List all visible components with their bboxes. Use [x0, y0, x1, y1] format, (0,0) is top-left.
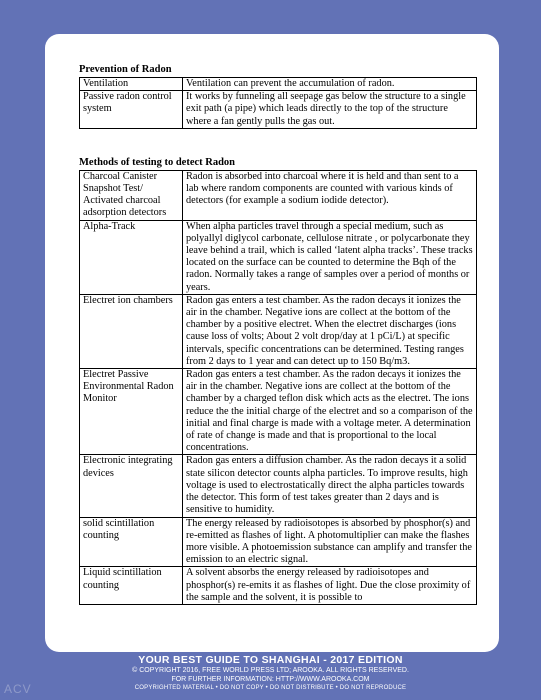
page-footer — [0, 654, 541, 692]
method-description: A solvent absorbs the energy released by radioisotopes and phosphor(s) re-emits it as flashes of light. Due the close proximity of the sample and the solvent, it is possible to — [183, 567, 477, 605]
prevention-description: Ventilation can prevent the accumulation of radon. — [183, 78, 477, 91]
methods-table — [79, 170, 477, 605]
method-term: Electret ion chambers — [80, 294, 183, 368]
footer-info: FOR FURTHER INFORMATION: HTTP://WWW.AROOKA.COM — [171, 675, 370, 683]
prevention-table — [79, 77, 477, 129]
method-term: Charcoal Canister Snapshot Test/ Activated charcoal adsorption detectors — [80, 170, 183, 220]
prevention-description: It works by funneling all seepage gas below the structure to a single exit path (a pipe) which leads directly to the top of the structure where a fan gently pulls the gas out. — [183, 91, 477, 129]
prevention-row — [80, 78, 477, 91]
method-term: Electronic integrating devices — [80, 455, 183, 517]
method-row — [80, 517, 477, 567]
method-description: When alpha particles travel through a special medium, such as polyallyl diglycol carbonate, cellulose nitrate , or polycarbonate they leave behind a trail, which is called ‘latent alpha tracks’. These tracks located on the surface can be counted to determine the Bqh of the radon. Normally takes a range of samples over a period of months or years. — [183, 220, 477, 294]
page-content — [79, 64, 477, 605]
methods-heading: Methods of testing to detect Radon — [79, 156, 236, 168]
method-term: Electret Passive Environmental Radon Monitor — [80, 369, 183, 455]
method-row — [80, 220, 477, 294]
method-row — [80, 369, 477, 455]
method-row — [80, 294, 477, 368]
method-term: solid scintillation counting — [80, 517, 183, 567]
prevention-heading: Prevention of Radon — [79, 64, 172, 75]
method-description: Radon gas enters a diffusion chamber. As the radon decays it a solid state silicon detector counts alpha particles. To improve results, high voltage is used to electrostatically direct the alpha particles towards the detector. This form of test takes greater than 2 days and is sensitive to humidity. — [183, 455, 477, 517]
footer-copyright: © COPYRIGHT 2016, FREE WORLD PRESS LTD; AROOKA. ALL RIGHTS RESERVED. — [132, 667, 409, 674]
method-row — [80, 170, 477, 220]
footer-title: YOUR BEST GUIDE TO SHANGHAI - 2017 EDITION — [138, 654, 403, 666]
method-term: Liquid scintillation counting — [80, 567, 183, 605]
footer-notice: COPYRIGHTED MATERIAL • DO NOT COPY • DO NOT DISTRIBUTE • DO NOT REPRODUCE — [134, 685, 407, 691]
prevention-row — [80, 91, 477, 129]
method-description: The energy released by radioisotopes is absorbed by phosphor(s) and re-emitted as flashes of light. A photomultiplier can make the flashes more visible. A photoemission substance can amplify and transfer the emission to an electric signal. — [183, 517, 477, 567]
watermark: ACV — [4, 682, 32, 696]
method-term: Alpha-Track — [80, 220, 183, 294]
prevention-term: Passive radon control system — [80, 91, 183, 129]
document-page — [45, 34, 499, 652]
method-description: Radon gas enters a test chamber. As the radon decays it ionizes the air in the chamber. Negative ions are collect at the bottom of the chamber by a positive electret. When the electret discharges (ions cause loss of volts; About 2 volt drop/day at 1 pCi/L) at specific intervals, specific concentrations can be determined. Testing ranges from 2 days to 1 year and can detect up to 150 Bq/m3. — [183, 294, 477, 368]
method-description: Radon gas enters a test chamber. As the radon decays it ionizes the air in the chamber. Negative ions are collect at the bottom of the chamber by a charged teflon disk which acts as the electret. The ions reduce the the initial charge of the electret and so a comparison of the initial and final charge is made with a voltage meter. A determination of rate of change is made and that is proportional to the local concentrations. — [183, 369, 477, 455]
method-row — [80, 455, 477, 517]
method-row — [80, 567, 477, 605]
prevention-term: Ventilation — [80, 78, 183, 91]
method-description: Radon is absorbed into charcoal where it is held and than sent to a lab where random components are counted with various kinds of detectors (for example a sodium iodide detector). — [183, 170, 477, 220]
